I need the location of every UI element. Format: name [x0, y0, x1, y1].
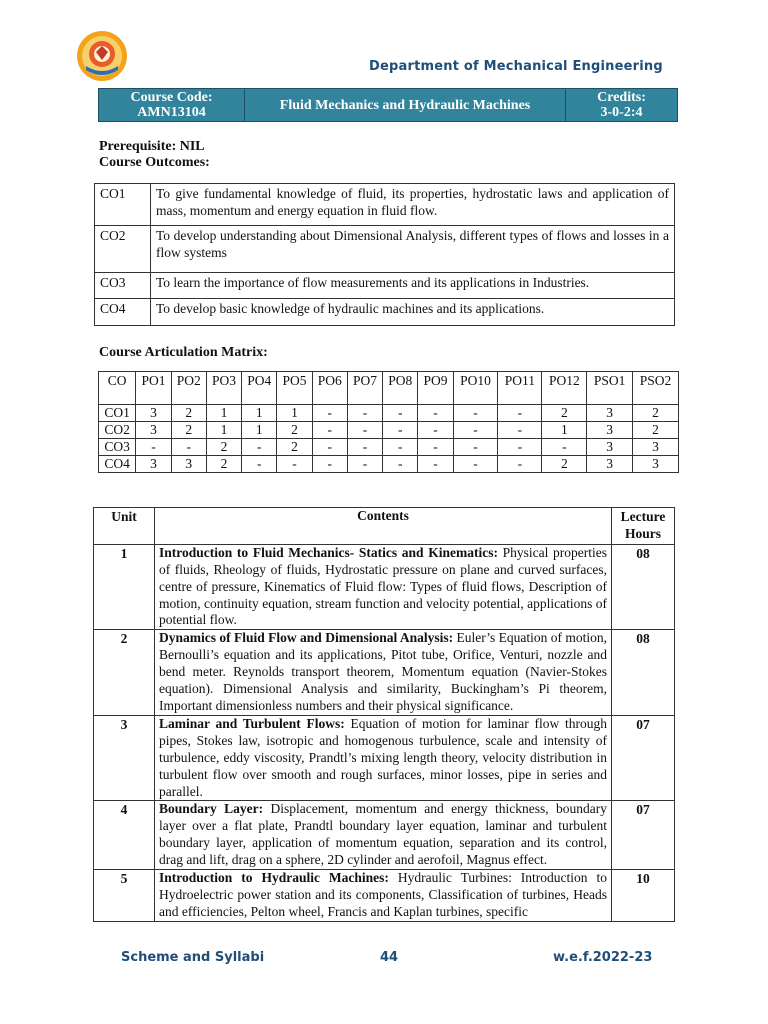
matrix-cell: 2 — [542, 405, 587, 422]
matrix-cell: 3 — [587, 422, 633, 439]
matrix-cell: 2 — [206, 456, 241, 473]
unit-hours: 07 — [612, 801, 675, 870]
matrix-row-label: CO2 — [99, 422, 136, 439]
matrix-cell: 1 — [277, 405, 312, 422]
matrix-cell: - — [277, 456, 312, 473]
matrix-header-cell: PO8 — [383, 372, 418, 405]
matrix-header-cell: PSO1 — [587, 372, 633, 405]
unit-number: 4 — [94, 801, 155, 870]
matrix-cell: - — [498, 422, 542, 439]
unit-title: Laminar and Turbulent Flows: — [159, 715, 345, 731]
matrix-cell: 2 — [171, 422, 206, 439]
outcome-text: To develop basic knowledge of hydraulic machines and its applications. — [151, 299, 675, 326]
page-number: 44 — [380, 950, 399, 965]
matrix-cell: 2 — [633, 405, 679, 422]
unit-text: Hydraulic Turbines: Introduction to Hydroelectric power station and its components, Classification of turbines, Heads and efficiencies, Pelton wheel, Francis and Kaplan turbines, specific — [159, 870, 607, 919]
unit-row — [94, 544, 675, 630]
outcome-id: CO4 — [95, 299, 151, 326]
matrix-cell: - — [418, 405, 453, 422]
unit-number: 1 — [94, 544, 155, 630]
matrix-header-cell: PO10 — [453, 372, 498, 405]
matrix-cell: - — [347, 456, 382, 473]
matrix-cell: - — [418, 422, 453, 439]
matrix-header-cell: PO3 — [206, 372, 241, 405]
matrix-cell: 3 — [136, 422, 171, 439]
matrix-cell: - — [347, 422, 382, 439]
matrix-cell: 1 — [206, 422, 241, 439]
matrix-cell: 3 — [136, 405, 171, 422]
unit-title: Boundary Layer: — [159, 801, 264, 817]
unit-column-header: Unit — [94, 508, 155, 545]
matrix-cell: 1 — [242, 422, 277, 439]
course-outcomes-title: Course Outcomes: — [99, 155, 210, 170]
matrix-cell: - — [498, 439, 542, 456]
course-code: AMN13104 — [137, 105, 206, 120]
course-code-label: Course Code: — [130, 90, 213, 105]
matrix-cell: 2 — [206, 439, 241, 456]
matrix-cell: - — [312, 456, 347, 473]
matrix-cell: 3 — [136, 456, 171, 473]
matrix-cell: 1 — [542, 422, 587, 439]
unit-number: 3 — [94, 715, 155, 801]
matrix-cell: - — [453, 405, 498, 422]
course-outcomes-table — [94, 183, 675, 326]
unit-number: 5 — [94, 870, 155, 922]
matrix-cell: - — [383, 439, 418, 456]
matrix-header-cell: PO4 — [242, 372, 277, 405]
unit-contents — [155, 630, 612, 716]
matrix-cell: 2 — [542, 456, 587, 473]
unit-hours: 10 — [612, 870, 675, 922]
matrix-cell: - — [136, 439, 171, 456]
matrix-cell: 2 — [277, 422, 312, 439]
matrix-row — [99, 422, 679, 439]
credits-cell — [566, 89, 678, 122]
unit-contents — [155, 870, 612, 922]
unit-row — [94, 870, 675, 922]
unit-text: Physical properties of fluids, Rheology of fluids, Hydrostatic pressure on plane and curved surfaces, centre of pressure, Kinematics of Fluid flow: Types of fluid flows, Description of motion, continuity equation, stream function and velocity potential, applications of potential flow. — [159, 544, 607, 628]
outcome-text: To learn the importance of flow measurements and its applications in Industries. — [151, 273, 675, 299]
matrix-cell: 3 — [171, 456, 206, 473]
matrix-cell: 3 — [587, 405, 633, 422]
matrix-header-cell: PO12 — [542, 372, 587, 405]
matrix-cell: - — [347, 405, 382, 422]
unit-text: Equation of motion for laminar flow through pipes, Stokes law, isotropic and homogenous turbulence, scale and intensity of turbulence, eddy viscosity, Prandtl’s mixing length theory, velocity distribution in turbulent flow over smooth and rough surfaces, minor losses, pipe in series and parallel. — [159, 715, 608, 799]
unit-hours: 07 — [612, 715, 675, 801]
course-title: Fluid Mechanics and Hydraulic Machines — [245, 89, 566, 122]
matrix-header-cell: PO7 — [347, 372, 382, 405]
matrix-header-cell: PO2 — [171, 372, 206, 405]
unit-hours: 08 — [612, 630, 675, 716]
matrix-cell: 3 — [587, 439, 633, 456]
matrix-cell: - — [453, 456, 498, 473]
hours-column-header: Lecture Hours — [612, 508, 675, 545]
outcome-row — [95, 299, 675, 326]
unit-contents — [155, 544, 612, 630]
syllabus-units-table — [93, 507, 675, 922]
matrix-header-cell: PO5 — [277, 372, 312, 405]
matrix-cell: 2 — [633, 422, 679, 439]
course-code-cell — [99, 89, 245, 122]
matrix-row-label: CO1 — [99, 405, 136, 422]
articulation-matrix-table — [98, 371, 679, 473]
contents-column-header: Contents — [155, 508, 612, 545]
unit-title: Introduction to Fluid Mechanics- Statics and Kinematics: — [159, 544, 498, 560]
matrix-cell: 3 — [633, 456, 679, 473]
prerequisite-block — [99, 139, 210, 171]
matrix-header-cell: PSO2 — [633, 372, 679, 405]
unit-title: Introduction to Hydraulic Machines: — [159, 870, 389, 886]
articulation-matrix-title: Course Articulation Matrix: — [99, 345, 268, 360]
credits-value: 3-0-2:4 — [600, 105, 643, 120]
matrix-cell: 3 — [587, 456, 633, 473]
unit-row — [94, 715, 675, 801]
matrix-cell: - — [312, 405, 347, 422]
matrix-cell: - — [347, 439, 382, 456]
matrix-header-cell: CO — [99, 372, 136, 405]
matrix-header-cell: PO6 — [312, 372, 347, 405]
matrix-cell: 1 — [242, 405, 277, 422]
matrix-cell: - — [383, 422, 418, 439]
department-name: Department of Mechanical Engineering — [369, 59, 663, 74]
outcome-text: To develop understanding about Dimensional Analysis, different types of flows and losses in a flow systems — [151, 226, 675, 273]
prerequisite: Prerequisite: NIL — [99, 139, 205, 154]
matrix-cell: 2 — [277, 439, 312, 456]
footer-scheme: Scheme and Syllabi — [121, 950, 265, 965]
matrix-row-label: CO3 — [99, 439, 136, 456]
matrix-cell: 1 — [206, 405, 241, 422]
matrix-cell: - — [312, 422, 347, 439]
unit-row — [94, 801, 675, 870]
outcome-id: CO3 — [95, 273, 151, 299]
matrix-row — [99, 439, 679, 456]
matrix-cell: - — [383, 405, 418, 422]
matrix-cell: - — [312, 439, 347, 456]
footer-effective-date: w.e.f.2022-23 — [553, 950, 653, 965]
outcome-row — [95, 184, 675, 226]
matrix-header-cell: PO1 — [136, 372, 171, 405]
matrix-cell: - — [498, 405, 542, 422]
unit-title: Dynamics of Fluid Flow and Dimensional Analysis: — [159, 630, 454, 646]
matrix-cell: - — [171, 439, 206, 456]
matrix-header-row — [99, 372, 679, 405]
matrix-row — [99, 456, 679, 473]
matrix-header-cell: PO9 — [418, 372, 453, 405]
matrix-header-cell: PO11 — [498, 372, 542, 405]
matrix-cell: - — [453, 422, 498, 439]
units-header-row — [94, 508, 675, 545]
credits-label: Credits: — [597, 90, 646, 105]
unit-hours: 08 — [612, 544, 675, 630]
course-header — [98, 88, 678, 122]
matrix-cell: - — [418, 456, 453, 473]
matrix-cell: - — [542, 439, 587, 456]
matrix-cell: - — [242, 456, 277, 473]
unit-number: 2 — [94, 630, 155, 716]
matrix-cell: - — [498, 456, 542, 473]
matrix-cell: - — [383, 456, 418, 473]
matrix-row-label: CO4 — [99, 456, 136, 473]
unit-contents — [155, 715, 612, 801]
unit-text: Displacement, momentum and energy thickness, boundary layer over a flat plate, Prandtl boundary layer equation, laminar and turbulent boundary layer, application of momentum equation, separation and its control, drag and lift, drag on a sphere, 2D cylinder and aerofoil, Magnus effect. — [159, 801, 607, 868]
matrix-row — [99, 405, 679, 422]
institute-logo-emblem — [76, 30, 128, 82]
matrix-cell: - — [242, 439, 277, 456]
unit-contents — [155, 801, 612, 870]
matrix-cell: - — [453, 439, 498, 456]
matrix-cell: 3 — [633, 439, 679, 456]
unit-text: Euler’s Equation of motion, Bernoulli’s equation and its applications, Pitot tube, Orifice, Venturi, nozzle and bend meter. Reynolds transport theorem, Momentum equation (Navier-Stokes equation). Dimensional Analysis and similarity, Buckingham’s Pi theorem, Important dimensionless numbers and their physical significance. — [159, 630, 607, 713]
outcome-row — [95, 226, 675, 273]
matrix-cell: - — [418, 439, 453, 456]
outcome-row — [95, 273, 675, 299]
matrix-cell: 2 — [171, 405, 206, 422]
unit-row — [94, 630, 675, 716]
outcome-text: To give fundamental knowledge of fluid, its properties, hydrostatic laws and application of mass, momentum and energy equation in fluid flow. — [151, 184, 675, 226]
outcome-id: CO2 — [95, 226, 151, 273]
outcome-id: CO1 — [95, 184, 151, 226]
